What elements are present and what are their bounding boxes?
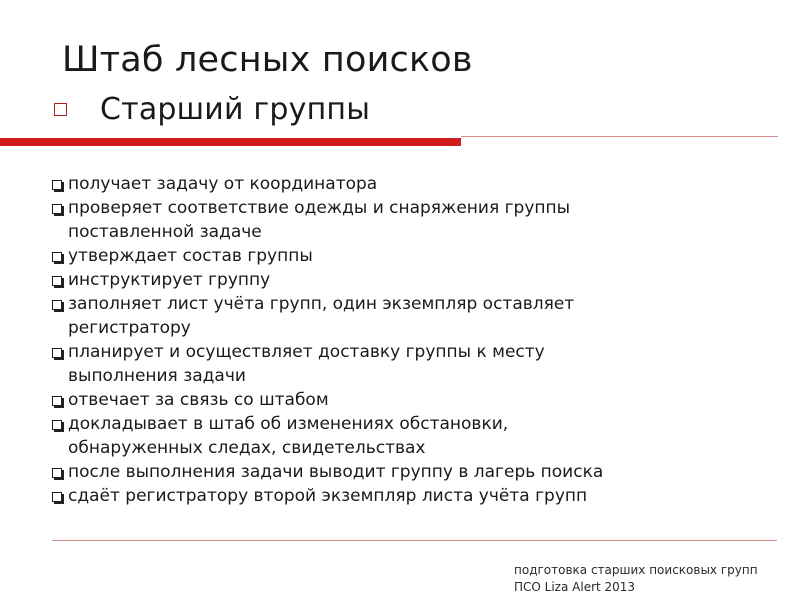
list-item — [52, 484, 782, 508]
list-item-text: докладывает в штаб об изменениях обстановки, обнаруженных следах, свидетельствах — [68, 414, 509, 458]
checkbox-bullet-icon — [52, 420, 62, 430]
list-item-text: проверяет соответствие одежды и снаряжения группы поставленной задаче — [68, 198, 571, 242]
checkbox-bullet-icon — [52, 300, 62, 310]
checkbox-bullet-icon — [52, 396, 62, 406]
checkbox-bullet-icon — [52, 180, 62, 190]
list-item — [52, 196, 782, 244]
list-item — [52, 460, 782, 484]
slide-subtitle: Старший группы — [100, 92, 371, 127]
list-item — [52, 268, 782, 292]
list-item-text: заполняет лист учёта групп, один экземпляр оставляет регистратору — [68, 294, 575, 338]
list-item — [52, 388, 782, 412]
footer-line-org: ПСО Liza Alert 2013 — [514, 580, 636, 594]
checkbox-bullet-icon — [52, 252, 62, 262]
divider-accent-bar — [0, 138, 461, 146]
list-item-text: планирует и осуществляет доставку группы к месту выполнения задачи — [68, 342, 545, 386]
list-item — [52, 172, 782, 196]
list-item — [52, 244, 782, 268]
checkbox-bullet-icon — [52, 492, 62, 502]
list-item-text: инструктирует группу — [68, 270, 271, 290]
list-item-text: отвечает за связь со штабом — [68, 390, 329, 410]
checkbox-bullet-icon — [52, 348, 62, 358]
list-item — [52, 292, 782, 340]
footer-line-course: подготовка старших поисковых групп — [514, 563, 758, 577]
subtitle-row — [54, 92, 370, 127]
title-divider — [0, 136, 778, 146]
duties-list — [52, 172, 782, 508]
list-item-text: сдаёт регистратору второй экземпляр листа учёта групп — [68, 486, 588, 506]
footer-divider — [52, 540, 777, 541]
divider-thin-line — [461, 136, 778, 137]
footer — [514, 562, 758, 596]
checkbox-bullet-icon — [52, 468, 62, 478]
list-item-text: после выполнения задачи выводит группу в лагерь поиска — [68, 462, 604, 482]
square-bullet-icon — [54, 103, 67, 116]
list-item — [52, 412, 782, 460]
list-item-text: получает задачу от координатора — [68, 174, 378, 194]
checkbox-bullet-icon — [52, 276, 62, 286]
list-item-text: утверждает состав группы — [68, 246, 313, 266]
checkbox-bullet-icon — [52, 204, 62, 214]
slide-title: Штаб лесных поисков — [62, 40, 473, 80]
list-item — [52, 340, 782, 388]
